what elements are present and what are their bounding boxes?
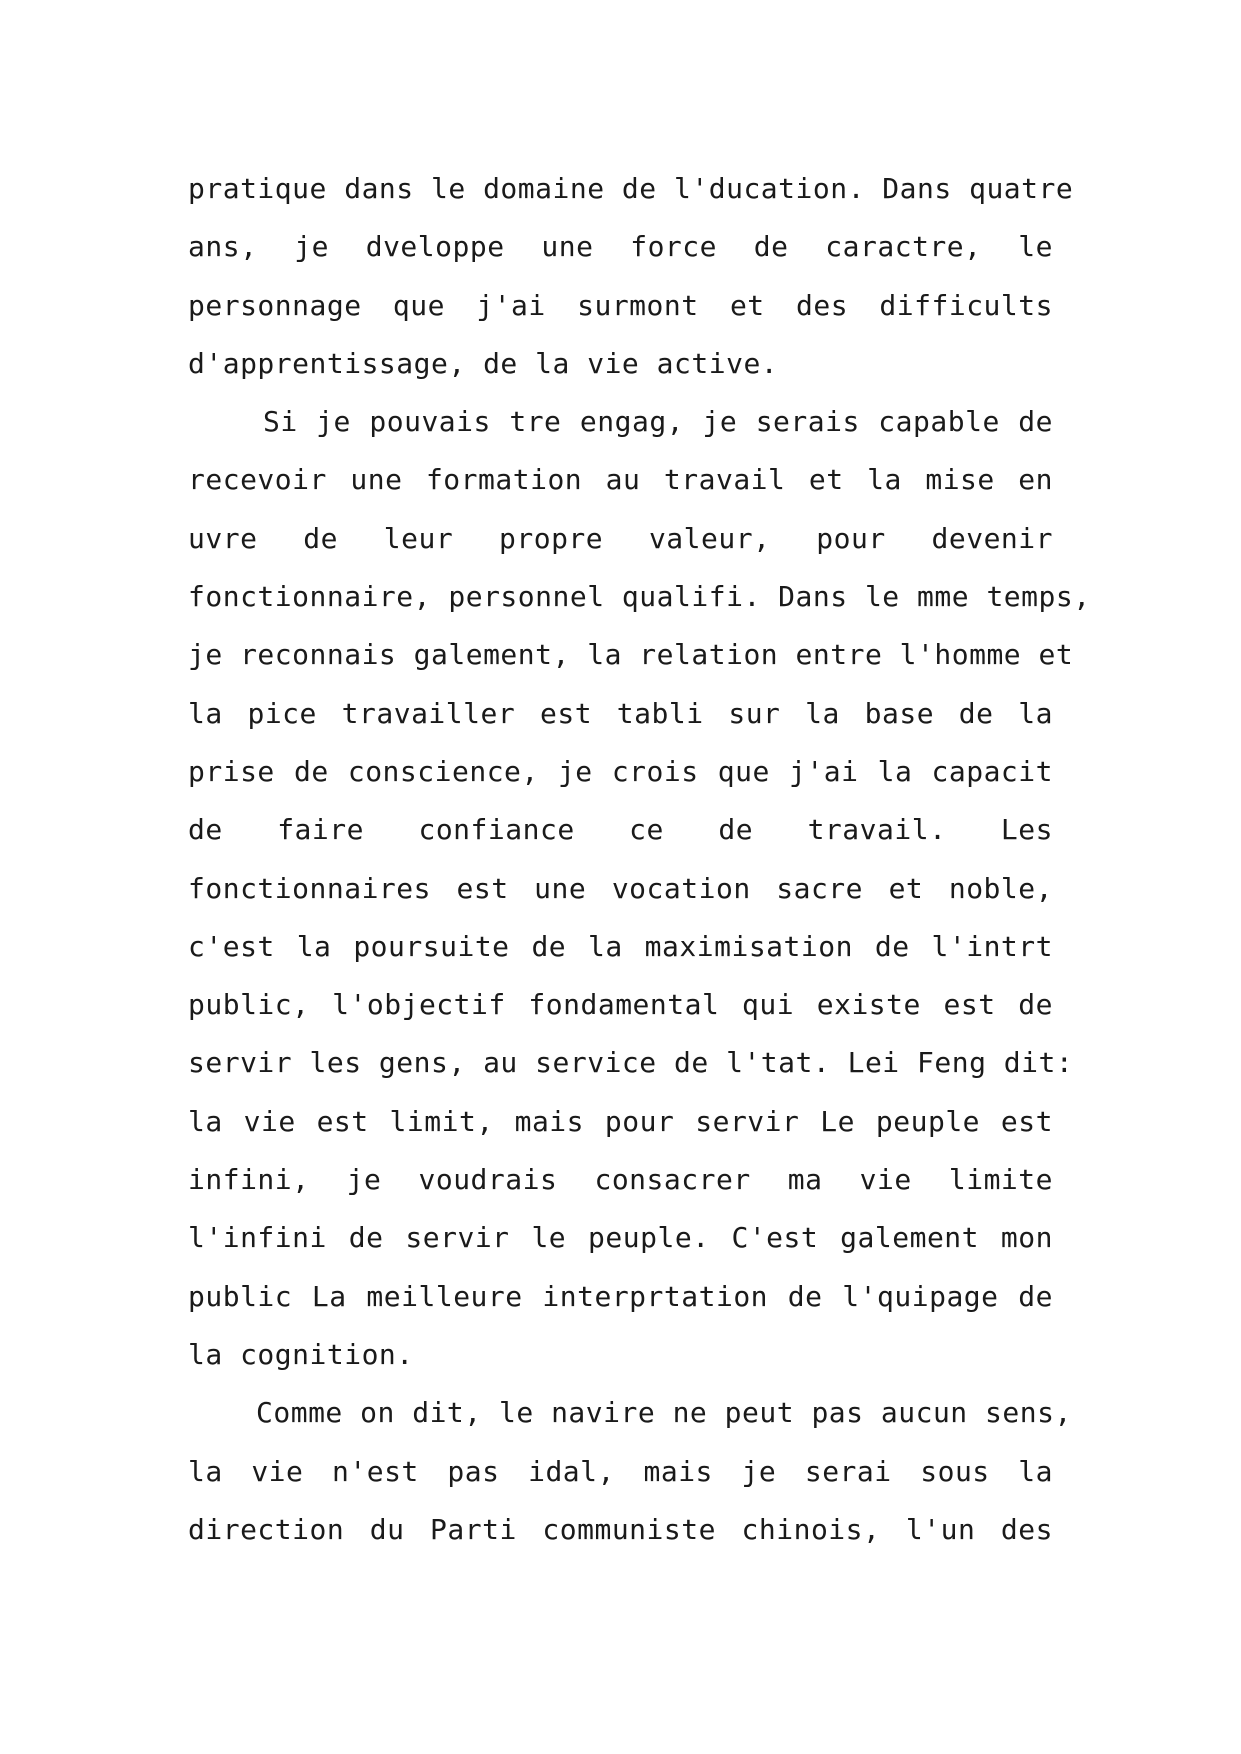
text-line: fonctionnaire, personnel qualifi. Dans le mme temps, [188, 580, 1091, 614]
text-line: Comme on dit, le navire ne peut pas aucun sens, [256, 1396, 1072, 1430]
text-line: je reconnais galement, la relation entre l'homme et [188, 638, 1074, 672]
text-line: la cognition. [188, 1337, 414, 1371]
text-line: direction du Parti communiste chinois, l'un des [188, 1512, 1053, 1546]
text-line: personnage que j'ai surmont et des difficults [188, 288, 1053, 322]
text-line: c'est la poursuite de la maximisation de l'intrt [188, 929, 1053, 963]
text-line: fonctionnaires est une vocation sacre et noble, [188, 871, 1053, 905]
text-line: servir les gens, au service de l'tat. Lei Feng dit: [188, 1046, 1074, 1080]
text-line: la vie n'est pas idal, mais je serai sous la [188, 1454, 1053, 1488]
text-line: la pice travailler est tabli sur la base de la [188, 696, 1053, 730]
text-line: d'apprentissage, de la vie active. [188, 346, 779, 380]
body-text [188, 160, 1091, 1559]
text-line: uvre de leur propre valeur, pour devenir [188, 521, 1053, 555]
text-line: l'infini de servir le peuple. C'est galement mon [188, 1221, 1053, 1255]
text-line: ans, je dveloppe une force de caractre, le [188, 230, 1053, 264]
text-line: la vie est limit, mais pour servir Le peuple est [188, 1104, 1053, 1138]
text-line: public La meilleure interprtation de l'quipage de [188, 1279, 1053, 1313]
text-line: recevoir une formation au travail et la mise en [188, 463, 1053, 497]
text-line: infini, je voudrais consacrer ma vie limite [188, 1163, 1053, 1197]
text-line: Si je pouvais tre engag, je serais capable de [263, 405, 1053, 439]
text-line: prise de conscience, je crois que j'ai la capacit [188, 754, 1053, 788]
text-line: pratique dans le domaine de l'ducation. Dans quatre [188, 172, 1074, 205]
text-line: de faire confiance ce de travail. Les [188, 813, 1053, 847]
text-line: public, l'objectif fondamental qui existe est de [188, 988, 1053, 1022]
